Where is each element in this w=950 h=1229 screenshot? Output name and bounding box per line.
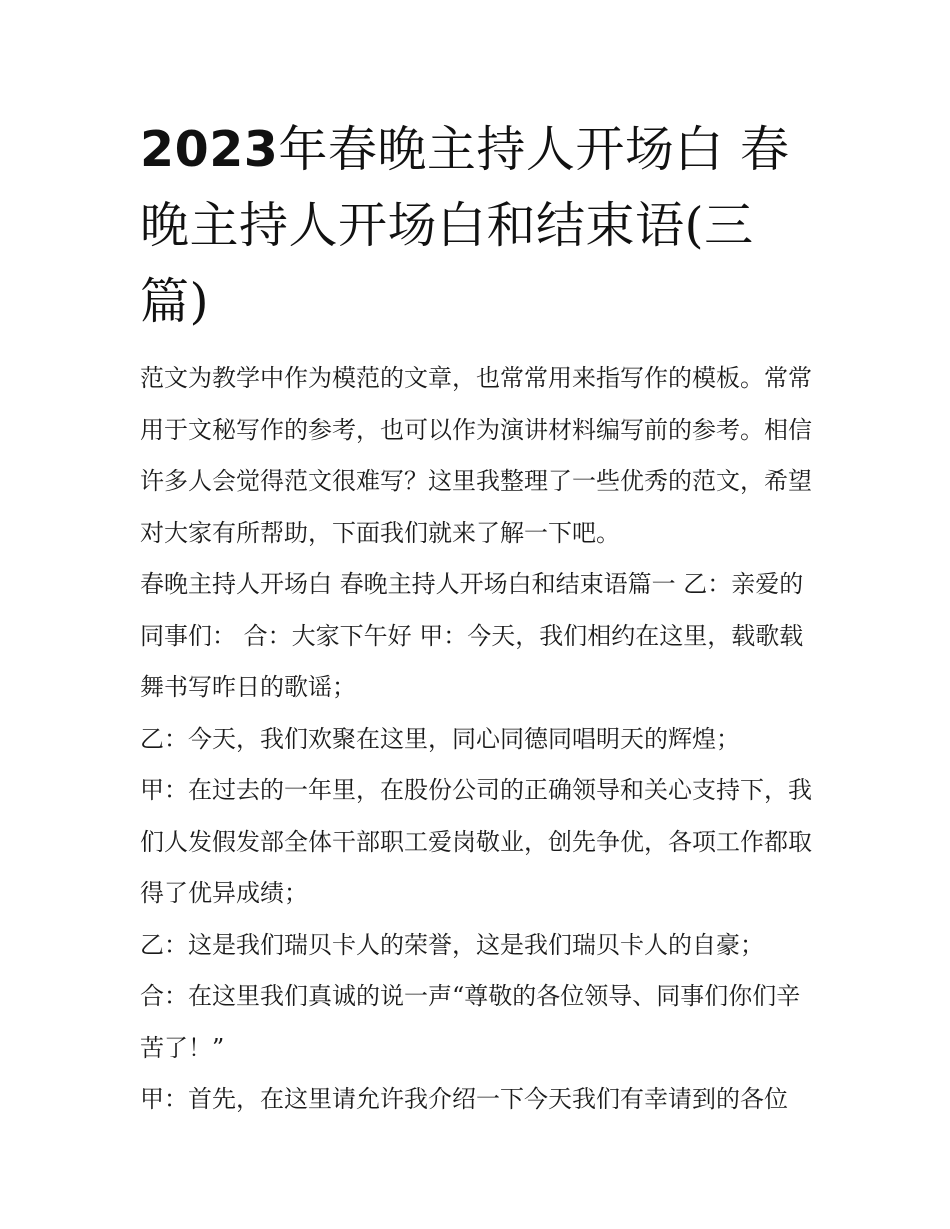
document-body	[140, 353, 815, 1126]
paragraph: 甲：首先，在这里请允许我介绍一下今天我们有幸请到的各位	[140, 1085, 788, 1113]
title-year: 2023	[140, 121, 279, 178]
paragraph: 春晚主持人开场白 春晚主持人开场白和结束语篇一 乙：亲爱的同事们： 合：大家下午好 甲：今天，我们相约在这里，载歌载舞书写昨日的歌谣；	[140, 570, 804, 701]
paragraph-intro: 范文为教学中作为模范的文章，也常常用来指写作的模板。常常用于文秘写作的参考，也可以作为演讲材料编写前的参考。相信许多人会觉得范文很难写？这里我整理了一些优秀的范文，希望对大家有所帮助，下面我们就来了解一下吧。	[140, 364, 812, 547]
paragraph: 合：在这里我们真诚的说一声“尊敬的各位领导、同事们你们辛苦了！”	[140, 982, 801, 1062]
paragraph: 甲：在过去的一年里，在股份公司的正确领导和关心支持下，我们人发假发部全体干部职工爱岗敬业，创先争优，各项工作都取得了优异成绩；	[140, 776, 812, 907]
document-title	[140, 112, 820, 340]
paragraph: 乙：今天，我们欢聚在这里，同心同德同唱明天的辉煌；	[140, 724, 740, 753]
paragraph: 乙：这是我们瑞贝卡人的荣誉，这是我们瑞贝卡人的自豪；	[140, 930, 764, 959]
title-text: 年春晚主持人开场白 春晚主持人开场白和结束语(三篇)	[140, 121, 790, 330]
